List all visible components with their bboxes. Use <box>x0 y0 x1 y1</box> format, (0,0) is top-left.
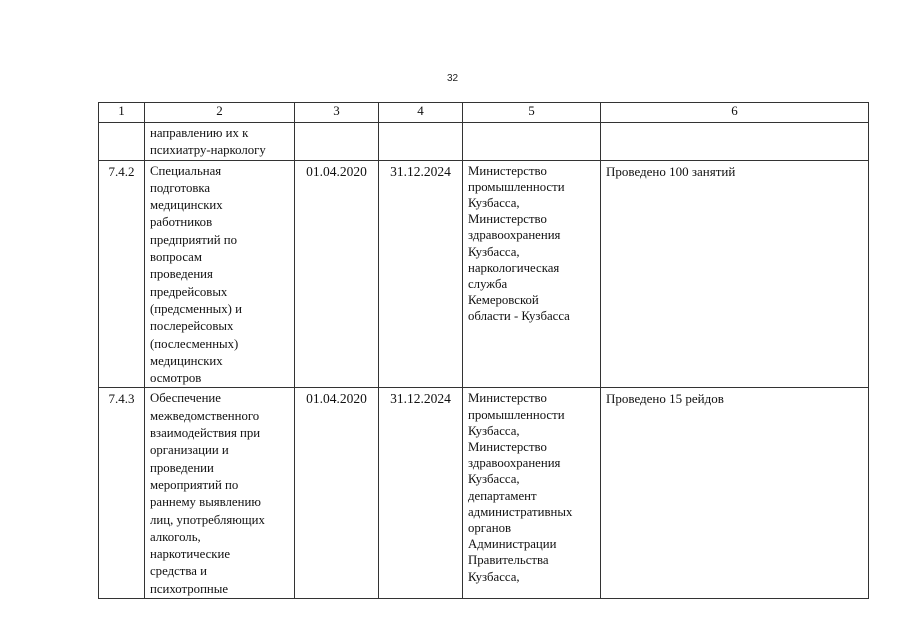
description-cell <box>145 388 295 599</box>
executors-line: Министерство <box>468 212 547 227</box>
start-date-cell <box>295 388 379 599</box>
executors-cell <box>463 388 601 599</box>
description-line: психиатру-наркологу <box>150 143 266 158</box>
header-cell: 2 <box>145 103 295 123</box>
executors-line: Кемеровской <box>468 293 539 308</box>
result: Проведено 15 рейдов <box>606 391 724 407</box>
executors-line: Кузбасса, <box>468 472 520 487</box>
end-date: 31.12.2024 <box>390 391 451 407</box>
description-line: взаимодействия при <box>150 426 261 441</box>
row-number <box>99 123 144 125</box>
end-date <box>379 123 462 125</box>
executors-line: административных <box>468 504 573 519</box>
end-date: 31.12.2024 <box>390 163 451 179</box>
description-line: работников <box>150 215 213 230</box>
executors-line: Министерство <box>468 391 547 406</box>
result-cell <box>601 123 869 161</box>
description-line: направлению их к <box>150 126 249 140</box>
executors-line: промышленности <box>468 407 565 422</box>
end-date-cell <box>379 388 463 599</box>
result-cell <box>601 160 869 388</box>
description-line: организации и <box>150 443 229 458</box>
row-number-cell <box>99 160 145 388</box>
description-line: проведения <box>150 267 213 282</box>
row-number-cell <box>99 388 145 599</box>
executors-line: служба <box>468 277 508 292</box>
executors-line: органов <box>468 521 512 536</box>
row-number: 7.4.3 <box>108 391 135 407</box>
measures-table <box>98 102 869 599</box>
result <box>601 123 868 125</box>
row-number-cell <box>99 123 145 161</box>
executors-cell <box>463 160 601 388</box>
description-line: послерейсовых <box>150 319 234 334</box>
description-line: вопросам <box>150 250 202 265</box>
description-line: средства и <box>150 564 207 579</box>
description-line: раннему выявлению <box>150 495 261 510</box>
row-number: 7.4.2 <box>108 163 135 179</box>
executors-cell <box>463 123 601 161</box>
description-line: Обеспечение <box>150 391 221 406</box>
executors-line: здравоохранения <box>468 456 561 471</box>
description-line: медицинских <box>150 198 223 213</box>
description-line: подготовка <box>150 180 211 195</box>
table-body <box>99 123 869 599</box>
description-line: Специальная <box>150 163 222 178</box>
description-line: межведомственного <box>150 408 260 423</box>
end-date-cell <box>379 123 463 161</box>
executors-line: Правительства <box>468 553 549 568</box>
description-line: лиц, употребляющих <box>150 512 265 527</box>
page-number: 32 <box>446 73 459 84</box>
header-cell: 3 <box>295 103 379 123</box>
table-row <box>99 388 869 599</box>
table-row <box>99 160 869 388</box>
description-line: проведении <box>150 460 214 475</box>
executors-line: департамент <box>468 488 537 503</box>
executors-line: наркологическая <box>468 260 560 275</box>
start-date: 01.04.2020 <box>306 391 367 407</box>
executors-line: Кузбасса, <box>468 196 520 210</box>
description-cell <box>145 123 295 161</box>
result-cell <box>601 388 869 599</box>
table-row <box>99 123 869 161</box>
description-line: осмотров <box>150 371 202 386</box>
table-header-row <box>99 103 869 123</box>
executors-line: Министерство <box>468 440 547 455</box>
header-cell: 1 <box>99 103 145 123</box>
description-line: медицинских <box>150 353 223 368</box>
description-line: психотропные <box>150 581 229 596</box>
description-line: (предсменных) и <box>150 301 242 316</box>
header-cell: 4 <box>379 103 463 123</box>
executors-line: здравоохранения <box>468 228 561 243</box>
header-cell: 5 <box>463 103 601 123</box>
executors-line: Кузбасса, <box>468 423 520 438</box>
executors-line: промышленности <box>468 179 565 194</box>
start-date: 01.04.2020 <box>306 163 367 179</box>
description-cell <box>145 160 295 388</box>
start-date-cell <box>295 123 379 161</box>
result: Проведено 100 занятий <box>606 163 736 179</box>
executors-line: Министерство <box>468 163 547 178</box>
description-line: предрейсовых <box>150 284 228 299</box>
description-line: мероприятий по <box>150 477 239 492</box>
description-line: наркотические <box>150 547 231 562</box>
executors-line: области - Кузбасса <box>468 309 570 324</box>
executors-line: Администрации <box>468 537 557 552</box>
start-date <box>295 123 378 125</box>
executors-line: Кузбасса, <box>468 569 520 584</box>
description-line: предприятий по <box>150 232 237 247</box>
description-line: (послесменных) <box>150 336 239 351</box>
start-date-cell <box>295 160 379 388</box>
description-line: алкоголь, <box>150 529 201 544</box>
end-date-cell <box>379 160 463 388</box>
executors-line: Кузбасса, <box>468 244 520 259</box>
header-cell: 6 <box>601 103 869 123</box>
